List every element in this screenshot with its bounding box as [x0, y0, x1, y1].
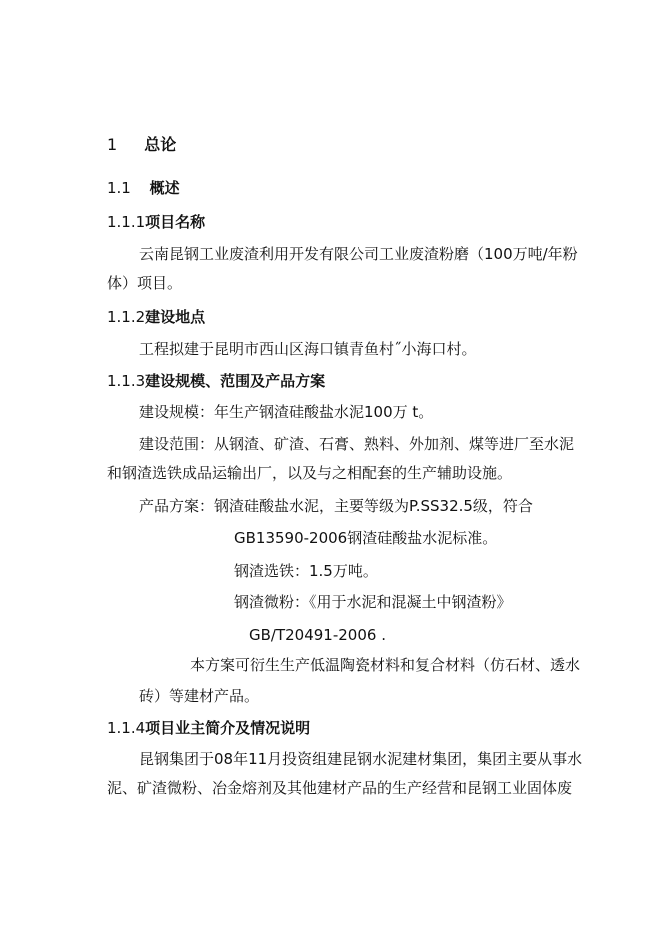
chapter-title: 总论 — [144, 135, 177, 154]
subsection-title: 建设地点 — [145, 308, 206, 326]
paragraph-plan-line3: 钢渣选铁：1.5万吨。 — [234, 562, 378, 580]
subsection-title: 项目业主简介及情况说明 — [145, 719, 311, 737]
paragraph-extra-line2: 砖）等建材产品。 — [139, 687, 260, 705]
subsection-number: 1.1.2 — [107, 308, 146, 326]
subsection-number: 1.1.3 — [107, 372, 146, 390]
subsection-heading-1-1-4 — [107, 718, 310, 738]
subsection-title: 项目名称 — [145, 213, 206, 231]
subsection-number: 1.1.4 — [107, 719, 146, 737]
subsection-heading-1-1-1 — [107, 212, 205, 232]
paragraph-project-name-line1: 云南昆钢工业废渣利用开发有限公司工业废渣粉磨（100万吨/年粉 — [139, 245, 578, 263]
paragraph-range-line2: 和钢渣选铁成品运输出厂，以及与之相配套的生产辅助设施。 — [107, 464, 513, 482]
paragraph-scale: 建设规模：年生产钢渣硅酸盐水泥100万 t。 — [139, 403, 434, 421]
subsection-heading-1-1-2 — [107, 307, 205, 327]
paragraph-plan-line1: 产品方案：钢渣硅酸盐水泥，主要等级为P.SS32.5级，符合 — [139, 497, 533, 515]
section-heading-1-1 — [107, 178, 180, 198]
paragraph-location: 工程拟建于昆明市西山区海口镇青鱼村˝小海口村。 — [139, 340, 477, 358]
chapter-number: 1 — [107, 135, 118, 154]
subsection-title: 建设规模、范围及产品方案 — [145, 372, 326, 390]
subsection-number: 1.1.1 — [107, 213, 146, 231]
paragraph-owner-line2: 泥、矿渣微粉、冶金熔剂及其他建材产品的生产经营和昆钢工业固体废 — [107, 779, 573, 797]
paragraph-extra-line1: 本方案可衍生生产低温陶瓷材料和复合材料（仿石材、透水 — [190, 656, 581, 674]
paragraph-plan-line2: GB13590-2006钢渣硅酸盐水泥标准。 — [234, 529, 498, 547]
section-number: 1.1 — [107, 179, 131, 197]
paragraph-plan-line4: 钢渣微粉：《用于水泥和混凝土中钢渣粉》 — [234, 593, 512, 611]
paragraph-plan-line5: GB/T20491-2006 . — [249, 626, 386, 644]
chapter-heading — [107, 135, 176, 155]
paragraph-owner-line1: 昆钢集团于08年11月投资组建昆钢水泥建材集团，集团主要从事水 — [139, 750, 583, 768]
paragraph-range-line1: 建设范围：从钢渣、矿渣、石膏、熟料、外加剂、煤等进厂至水泥 — [139, 435, 575, 453]
paragraph-project-name-line2: 体）项目。 — [107, 274, 183, 292]
section-title: 概述 — [149, 179, 180, 197]
subsection-heading-1-1-3 — [107, 371, 325, 391]
